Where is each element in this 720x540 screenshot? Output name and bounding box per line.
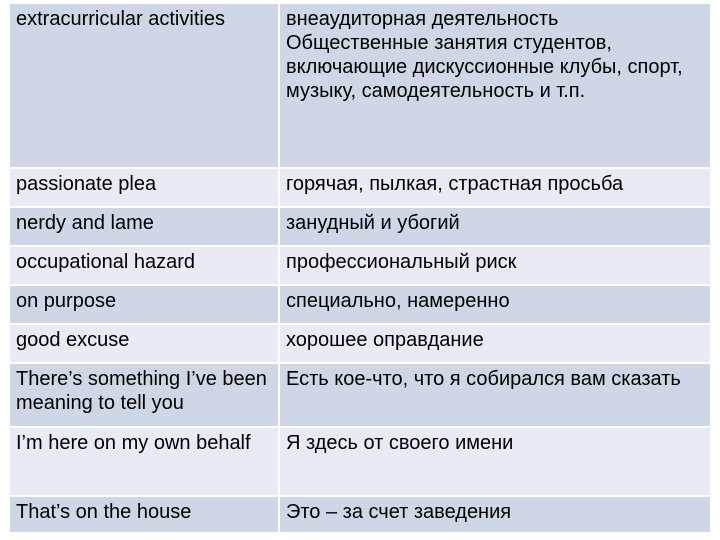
english-phrase: good excuse [10,324,279,363]
table-row [10,363,710,427]
english-phrase: I’m here on my own behalf [10,427,279,496]
english-phrase: passionate plea [10,168,279,207]
table-row [10,3,710,168]
russian-translation: Я здесь от своего имени [279,427,710,496]
english-phrase: That’s on the house [10,496,279,533]
russian-translation: внеаудиторная деятельность Общественные занятия студентов, включающие дискуссионные клубы, спорт, музыку, самодеятельность и т.п. [279,3,710,168]
table-row [10,324,710,363]
english-phrase: occupational hazard [10,246,279,285]
table-row [10,168,710,207]
vocabulary-table [10,2,710,534]
english-phrase: nerdy and lame [10,207,279,246]
russian-translation: Это – за счет заведения [279,496,710,533]
russian-translation: горячая, пылкая, страстная просьба [279,168,710,207]
english-phrase: There’s something I’ve been meaning to tell you [10,363,279,427]
table-row [10,207,710,246]
table-row [10,427,710,496]
russian-translation: занудный и убогий [279,207,710,246]
table-row [10,285,710,324]
english-phrase: extracurricular activities [10,3,279,168]
russian-translation: профессиональный риск [279,246,710,285]
russian-translation: специально, намеренно [279,285,710,324]
table-row [10,496,710,533]
table-row [10,246,710,285]
russian-translation: хорошее оправдание [279,324,710,363]
english-phrase: on purpose [10,285,279,324]
russian-translation: Есть кое-что, что я собирался вам сказать [279,363,710,427]
